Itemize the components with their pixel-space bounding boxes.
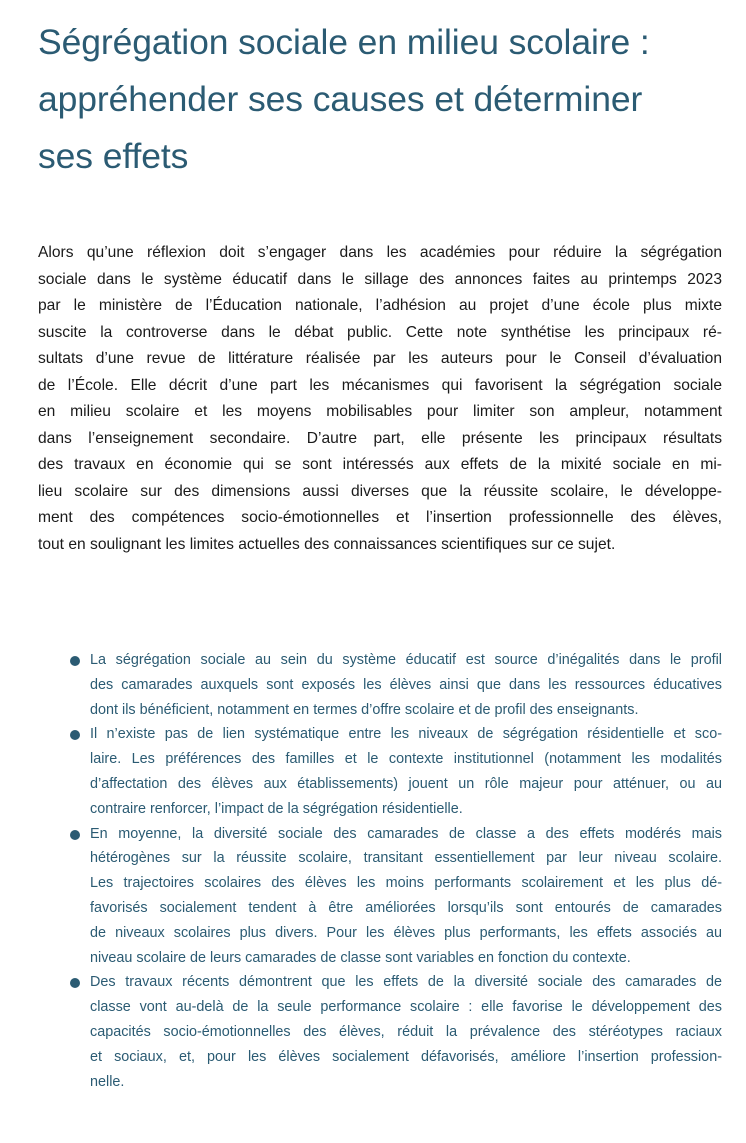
intro-line: dans l’enseignement secondaire. D’autre part, elle présente les principaux résultats [38,429,722,447]
key-point-line: nelle. [90,1073,125,1090]
key-point-line: classe vont au-delà de la seule performance scolaire : elle favorise le développement des [90,999,722,1016]
key-point-line: capacités socio-émotionnelles des élèves, réduit la prévalence des stéréotypes raciaux [90,1023,722,1040]
intro-paragraph [38,240,722,558]
intro-line: Alors qu’une réflexion doit s’engager dans les académies pour réduire la ségrégation [38,244,722,261]
key-point-line: et sociaux, et, pour les élèves socialement défavorisés, améliore l’insertion profession- [90,1048,722,1065]
key-point-line: d’affectation des élèves aux établissements) jouent un rôle majeur pour atténuer, ou au [90,775,722,792]
intro-line: lieu scolaire sur des dimensions aussi diverses que la réussite scolaire, le développe- [38,482,722,500]
intro-line: en milieu scolaire et les moyens mobilisables pour limiter son ampleur, notamment [38,403,722,420]
key-point-line: de niveaux scolaires plus divers. Pour les élèves plus performants, les effets associés au [90,924,722,941]
key-point-line: laire. Les préférences des familles et le contexte institutionnel (notamment les modalités [90,751,722,768]
key-point-line: favorisés socialement tendent à être améliorées lorsqu’ils sont entourés de camarades [90,899,722,916]
intro-line: tout en soulignant les limites actuelles des connaissances scientifiques sur ce sujet. [38,535,616,553]
intro-line: sultats d’une revue de littérature réalisée par les auteurs pour le Conseil d’évaluation [38,350,722,367]
key-point-line: Il n’existe pas de lien systématique entre les niveaux de ségrégation résidentielle et sco- [90,726,722,743]
bullet-dot-icon [70,978,80,988]
intro-line: ment des compétences socio-émotionnelles et l’insertion professionnelle des élèves, [38,509,722,526]
key-point-line: contraire renforcer, l’impact de la ségrégation résidentielle. [90,800,463,817]
key-point-beyond-performance [70,970,722,1094]
key-point-line: niveau scolaire de leurs camarades de classe sont variables en fonction du contexte. [90,949,631,966]
key-point-residential-segregation [70,722,722,821]
intro-line: sociale dans le système éducatif dans le sillage des annonces faites au printemps 2023 [38,270,722,288]
key-point-line: La ségrégation sociale au sein du système éducatif est source d’inégalités dans le profil [90,652,722,668]
key-point-line: Les trajectoires scolaires des élèves les moins performants scolairement et les plus dé- [90,875,722,892]
key-point-segregation-inequalities [70,648,722,722]
bullet-dot-icon [70,730,80,740]
key-points-list [70,648,722,1094]
title-line: Ségrégation sociale en milieu scolaire : [38,22,650,62]
document-title [38,14,728,185]
key-point-academic-effects [70,822,722,971]
title-line: appréhender ses causes et déterminer [38,79,643,119]
intro-line: suscite la controverse dans le débat public. Cette note synthétise les principaux ré- [38,323,722,341]
title-line: ses effets [38,136,189,176]
key-point-line: En moyenne, la diversité sociale des camarades de classe a des effets modérés mais [90,825,722,842]
intro-line: de l’École. Elle décrit d’une part les mécanismes qui favorisent la ségrégation sociale [38,376,722,394]
key-point-line: dont ils bénéficient, notamment en termes d’offre scolaire et de profil des enseignants. [90,701,639,718]
key-point-line: Des travaux récents démontrent que les effets de la diversité sociale des camarades de [90,974,722,991]
bullet-dot-icon [70,656,80,666]
intro-line: par le ministère de l’Éducation nationale, l’adhésion au projet d’une école plus mixte [38,297,722,314]
key-point-line: des camarades auxquels sont exposés les élèves ainsi que dans les ressources éducatives [90,676,722,693]
key-point-line: hétérogènes sur la réussite scolaire, transitant essentiellement par leur niveau scolaire. [90,850,722,867]
intro-line: des travaux en économie qui se sont intéressés aux effets de la mixité sociale en mi- [38,456,722,473]
bullet-dot-icon [70,830,80,840]
